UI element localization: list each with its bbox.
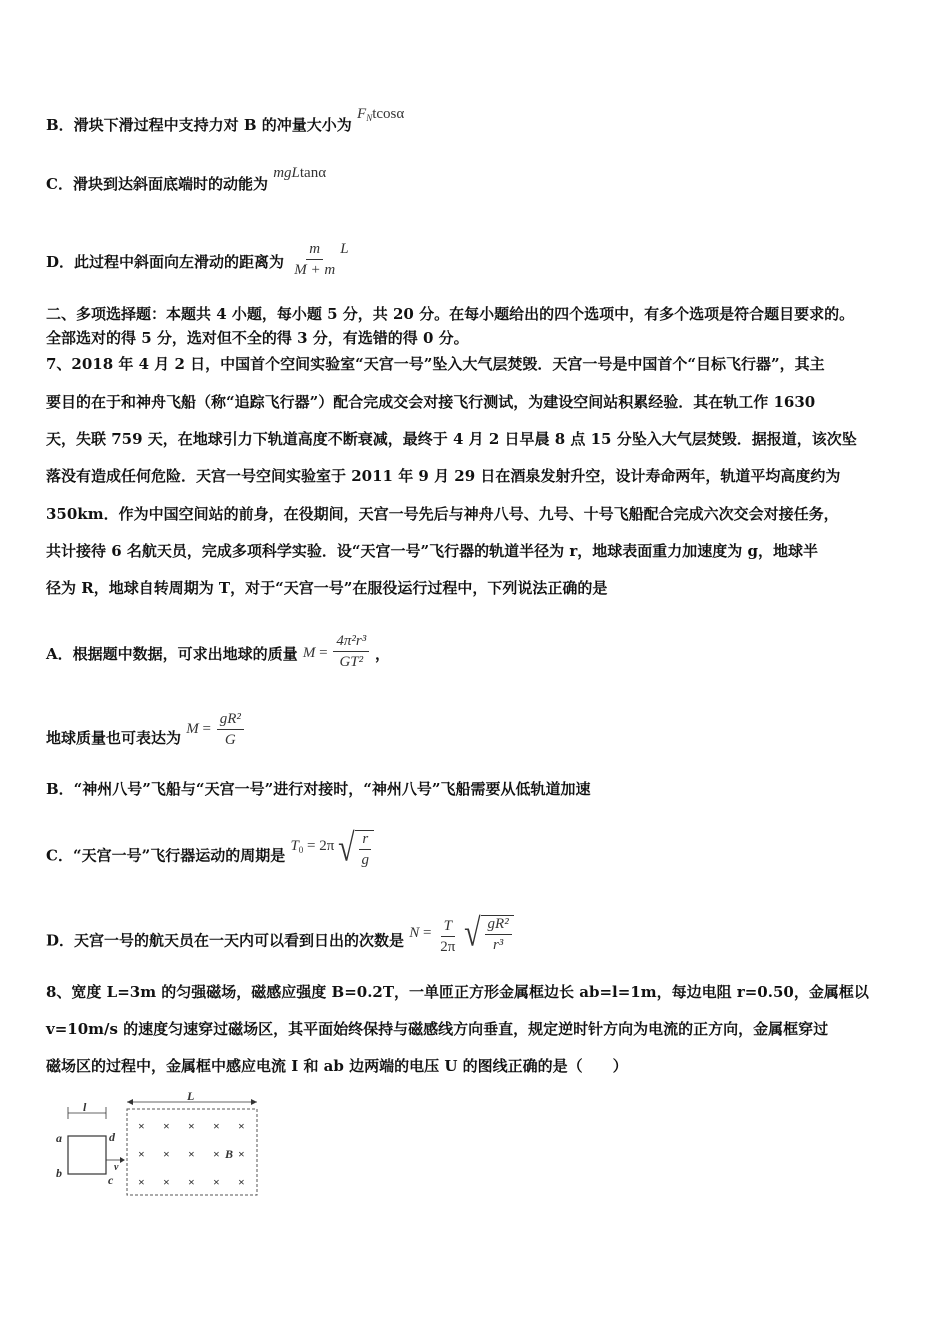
q7-option-a-alt bbox=[46, 711, 246, 758]
section2-heading-line2: 全部选对的得 5 分，选对但不全的得 3 分，有选错的得 0 分。 bbox=[46, 329, 469, 347]
q8-line: 磁场区的过程中，金属框中感应电流 I 和 ab 边两端的电压 U 的图线正确的是（ ） bbox=[46, 1057, 628, 1075]
q6-option-c-text: C．滑块到达斜面底端时的动能为 bbox=[46, 175, 268, 193]
field-cross: × bbox=[213, 1175, 220, 1189]
label-c: c bbox=[108, 1173, 114, 1187]
field-cross: × bbox=[163, 1175, 170, 1189]
q6-option-b-formula: $F_Ntcos\alpha$ bbox=[357, 106, 405, 123]
label-B: B bbox=[225, 1147, 234, 1161]
field-cross: × bbox=[138, 1119, 145, 1133]
q7-option-c-text: C．“天宫一号”飞行器运动的周期是 bbox=[46, 846, 286, 865]
q7-option-a-formula: M = $\frac{\text{4π²r³}}{\text{GT²}}$ bbox=[303, 647, 375, 663]
label-b: b bbox=[56, 1166, 62, 1180]
q8-line: 8、宽度 L=3m 的匀强磁场，磁感应强度 B=0.2T，一单匝正方形金属框边长 ab=l=1m，每边电阻 r=0.50，金属框以 bbox=[46, 983, 869, 1001]
field-cross: × bbox=[238, 1175, 245, 1189]
field-cross: × bbox=[188, 1147, 195, 1161]
label-v: v bbox=[114, 1162, 119, 1173]
q7-option-c bbox=[46, 826, 374, 876]
q7-option-a-text: A．根据题中数据，可求出地球的质量 bbox=[46, 644, 298, 663]
q7-line: 共计接待 6 名航天员，完成多项科学实验．设“天宫一号”飞行器的轨道半径为 r，地球表面重力加速度为 g，地球半 bbox=[46, 542, 818, 560]
label-l: l bbox=[83, 1100, 87, 1114]
q7-line: 天，失联 759 天，在地球引力下轨道高度不断衰减，最终于 4 月 2 日早晨 8 点 15 分坠入大气层焚毁．据报道，该次坠 bbox=[46, 430, 857, 448]
q8-line: v=10m/s 的速度匀速穿过磁场区，其平面始终保持与磁感线方向垂直，规定逆时针方向为电流的正方向，金属框穿过 bbox=[46, 1020, 829, 1038]
q6-option-d bbox=[46, 240, 349, 282]
label-d: d bbox=[109, 1130, 115, 1144]
label-a: a bbox=[56, 1131, 62, 1145]
label-L: L bbox=[187, 1092, 195, 1103]
field-cross: × bbox=[213, 1147, 220, 1161]
q7-option-a-alt-formula: M = $\frac{\text{gR²}}{G}$ bbox=[186, 731, 246, 747]
q7-line: 350km．作为中国空间站的前身，在役期间，天宫一号先后与神舟八号、九号、十号飞船配合完成六次交会对接任务， bbox=[46, 505, 839, 523]
field-cross: × bbox=[188, 1175, 195, 1189]
q7-option-b: B．“神州八号”飞船与“天宫一号”进行对接时，“神州八号”飞船需要从低轨道加速 bbox=[46, 780, 591, 798]
q7-option-d-formula: N = $\frac{T}{2\pi}$ √ $\frac{\text{gR²}}{\text{r³}}$ bbox=[409, 933, 513, 949]
field-cross: × bbox=[188, 1119, 195, 1133]
q7-line: 要目的在于和神舟飞船（称“追踪飞行器”）配合完成交会对接飞行测试，为建设空间站积累经验．其在轨工作 1630 bbox=[46, 393, 816, 411]
square-frame bbox=[68, 1136, 106, 1174]
q7-option-d-text: D．天宫一号的航天员在一天内可以看到日出的次数是 bbox=[46, 931, 405, 950]
field-cross: × bbox=[213, 1119, 220, 1133]
field-cross: × bbox=[138, 1147, 145, 1161]
q6-option-b-text: B．滑块下滑过程中支持力对 B 的冲量大小为 bbox=[46, 116, 352, 134]
q8-figure bbox=[50, 1092, 270, 1204]
q7-option-a bbox=[46, 633, 390, 674]
field-cross: × bbox=[138, 1175, 145, 1189]
q7-option-d bbox=[46, 911, 514, 961]
field-cross: × bbox=[238, 1147, 245, 1161]
q6-option-c-formula: mgLtanα bbox=[273, 165, 327, 181]
q7-line: 落没有造成任何危险．天宫一号空间实验室于 2011 年 9 月 29 日在酒泉发射升空，设计寿命两年，轨道平均高度约为 bbox=[46, 467, 841, 485]
section2-heading-line1: 二、多项选择题：本题共 4 小题，每小题 5 分，共 20 分。在每小题给出的四个选项中，有多个选项是符合题目要求的。 bbox=[46, 305, 855, 323]
q7-line: 7、2018 年 4 月 2 日，中国首个空间实验室“天宫一号”坠入大气层焚毁．天宫一号是中国首个“目标飞行器”，其主 bbox=[46, 355, 825, 373]
field-cross: × bbox=[238, 1119, 245, 1133]
field-cross: × bbox=[163, 1119, 170, 1133]
q7-line: 径为 R，地球自转周期为 T，对于“天宫一号”在服役运行过程中，下列说法正确的是 bbox=[46, 579, 608, 597]
q7-option-c-formula: $T_0 = 2\pi$ √ $\frac{r}{g}$ bbox=[290, 848, 374, 864]
field-cross: × bbox=[163, 1147, 170, 1161]
q6-option-d-text: D．此过程中斜面向左滑动的距离为 bbox=[46, 252, 285, 271]
q6-option-b bbox=[46, 106, 405, 140]
q7-option-a-comma: ， bbox=[374, 644, 390, 663]
q6-option-d-formula: $\frac{m}{M + m}$ L bbox=[294, 240, 349, 278]
q7-option-a-alt-text: 地球质量也可表达为 bbox=[46, 728, 182, 747]
q6-option-c bbox=[46, 165, 327, 195]
